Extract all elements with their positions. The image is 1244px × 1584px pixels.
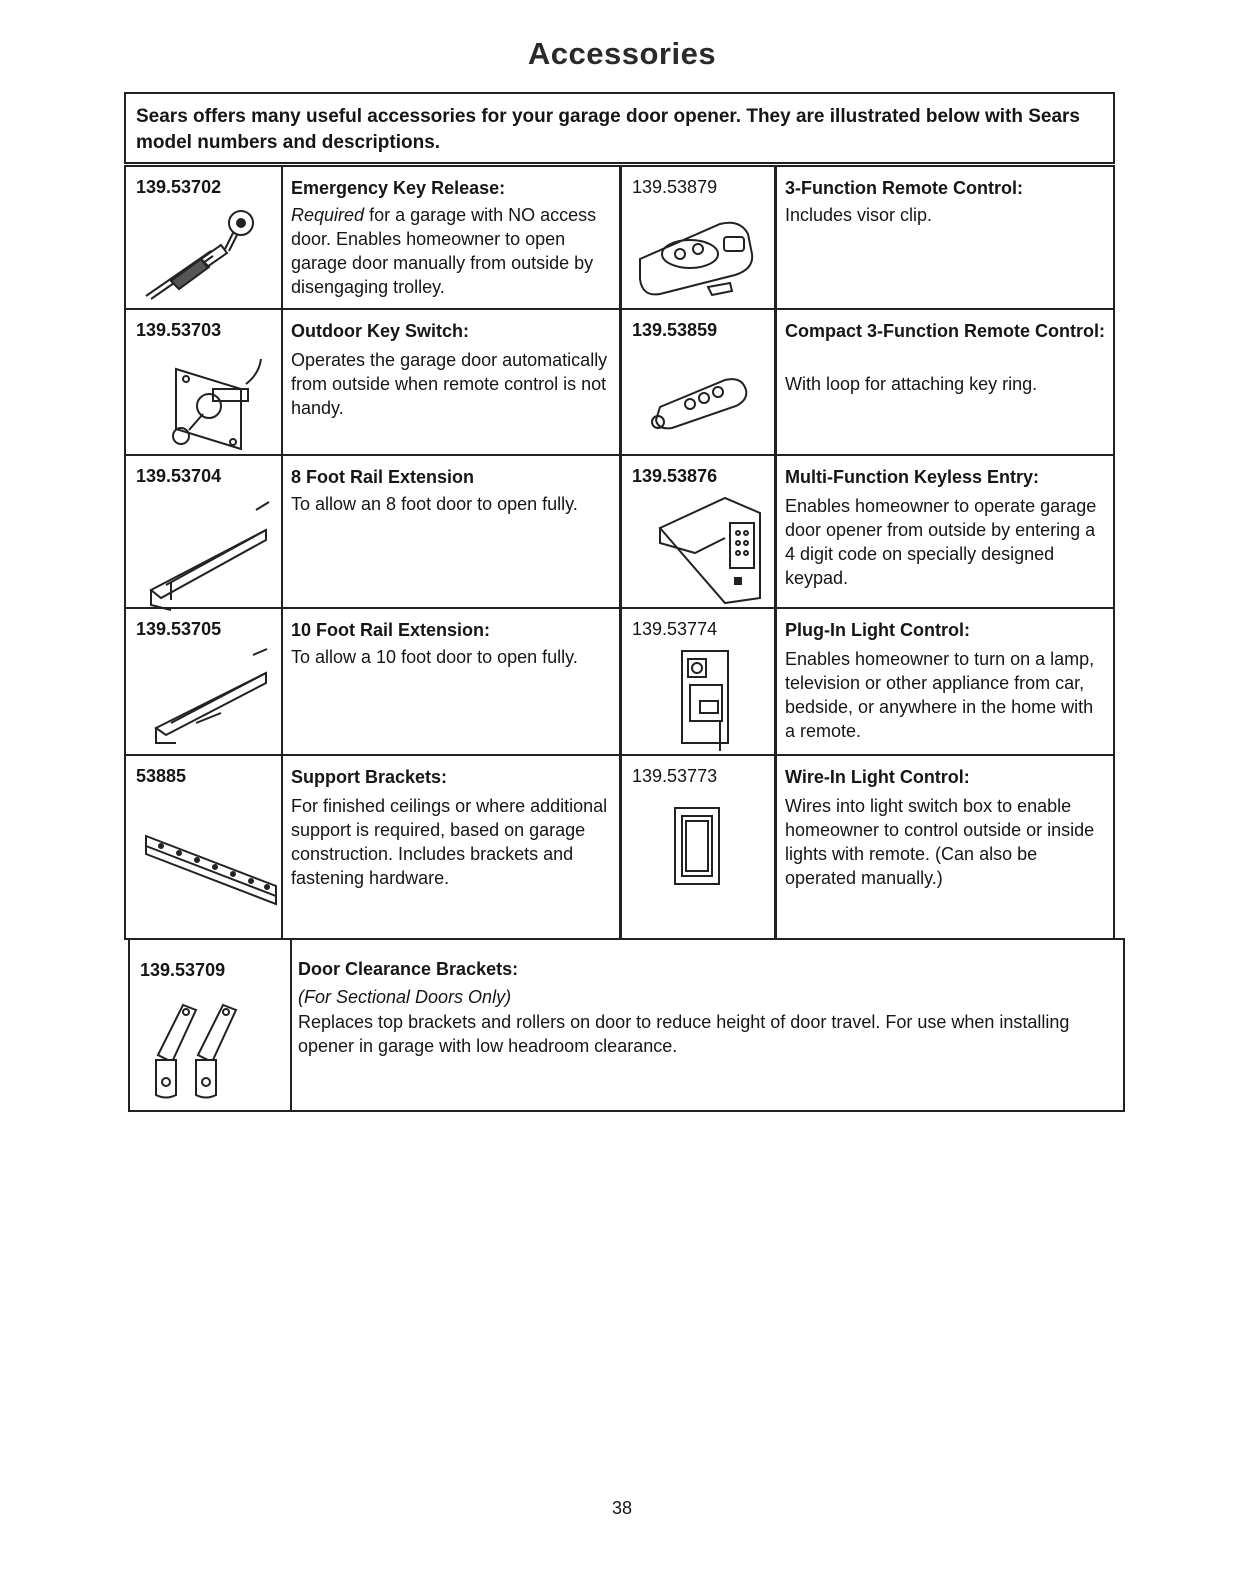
compact-remote-illustration (630, 342, 770, 452)
accessory-name: Compact 3-Function Remote Control: (785, 321, 1105, 341)
model-cell (126, 167, 283, 308)
model-number: 139.53704 (136, 466, 222, 486)
accessory-description: Wires into light switch box to enable homeowner to control outside or inside lights with remote. (Can also be operated manually.) (785, 796, 1095, 888)
description-cell (777, 756, 1113, 938)
accessory-name: 8 Foot Rail Extension (291, 467, 475, 487)
table-row (126, 310, 1113, 456)
table-row (126, 456, 1113, 609)
model-number: 139.53773 (632, 766, 718, 786)
description-cell (777, 609, 1113, 754)
description-cell (283, 756, 622, 938)
support-brackets-illustration (141, 806, 271, 906)
description-cell (290, 940, 1123, 1110)
wire-in-light-control-illustration (630, 796, 770, 906)
model-number: 139.53876 (632, 466, 718, 486)
required-emphasis: Required (291, 205, 365, 225)
accessory-description: Enables homeowner to turn on a lamp, television or other appliance from car, bedside, or anywhere in the home with a remote. (785, 649, 1095, 741)
accessory-name: Outdoor Key Switch: (291, 321, 470, 341)
description-cell (777, 310, 1113, 454)
page-number: 38 (611, 1498, 633, 1518)
model-number: 139.53774 (632, 619, 718, 639)
description-text: for a garage with NO access door. Enables homeowner to open garage door manually from outside by disengaging trolley. (291, 205, 597, 297)
accessory-name: 10 Foot Rail Extension: (291, 620, 491, 640)
accessory-name: Door Clearance Brackets: (298, 959, 519, 979)
accessory-description (291, 203, 613, 299)
table-row (126, 167, 1113, 310)
plug-in-light-control-illustration (630, 641, 770, 751)
accessory-name: 3-Function Remote Control: (785, 178, 1023, 198)
model-cell (126, 310, 283, 454)
model-cell (622, 456, 777, 607)
accessory-description: Includes visor clip. (785, 205, 933, 225)
key-switch-illustration (141, 344, 271, 444)
accessory-description: With loop for attaching key ring. (785, 374, 1038, 394)
model-cell (126, 456, 283, 607)
model-number: 139.53709 (140, 960, 226, 980)
description-cell (283, 310, 622, 454)
accessory-name: Support Brackets: (291, 767, 448, 787)
intro-box: Sears offers many useful accessories for your garage door opener. They are illustrated below with Sears model numbers and descriptions. (124, 92, 1115, 164)
model-cell (126, 609, 283, 754)
accessory-description: For finished ceilings or where additional support is required, based on garage construction. Includes brackets and fastening hardware. (291, 796, 608, 888)
door-clearance-brackets-illustration (148, 1000, 258, 1100)
accessory-description: Operates the garage door automatically from outside when remote control is not handy. (291, 350, 608, 418)
model-cell (622, 756, 777, 938)
table-row (126, 609, 1113, 756)
accessory-name: Wire-In Light Control: (785, 767, 970, 787)
remote-control-illustration (630, 199, 770, 309)
model-number: 139.53703 (136, 320, 222, 340)
accessory-description: Replaces top brackets and rollers on door to reduce height of door travel. For use when installing opener in garage with low headroom clearance. (298, 1012, 1070, 1056)
accessories-table (124, 165, 1115, 940)
accessory-description: Enables homeowner to operate garage door opener from outside by entering a 4 digit code on specially designed keypad. (785, 496, 1097, 588)
description-cell (777, 456, 1113, 607)
keyless-entry-keypad-illustration (630, 488, 770, 598)
description-cell (777, 167, 1113, 308)
model-number: 139.53702 (136, 177, 222, 197)
model-number: 139.53859 (632, 320, 718, 340)
model-number: 139.53705 (136, 619, 222, 639)
model-number: 139.53879 (632, 177, 718, 197)
accessory-name: Multi-Function Keyless Entry: (785, 467, 1040, 487)
model-cell (622, 609, 777, 754)
rail-extension-10ft-illustration (141, 643, 271, 743)
model-cell (622, 167, 777, 308)
description-cell (283, 456, 622, 607)
accessory-note: (For Sectional Doors Only) (298, 987, 512, 1007)
accessory-description: To allow a 10 foot door to open fully. (291, 647, 578, 667)
model-number: 53885 (136, 766, 187, 786)
description-cell (283, 167, 622, 308)
accessory-name: Emergency Key Release: (291, 178, 506, 198)
accessory-name: Plug-In Light Control: (785, 620, 970, 640)
model-cell (130, 940, 292, 1110)
emergency-key-release-illustration (141, 201, 271, 301)
table-row (126, 756, 1113, 938)
accessory-description: To allow an 8 foot door to open fully. (291, 494, 578, 514)
rail-extension-8ft-illustration (141, 490, 271, 590)
description-cell (283, 609, 622, 754)
door-clearance-brackets-row (128, 938, 1125, 1112)
model-cell (622, 310, 777, 454)
model-cell (126, 756, 283, 938)
page-title: Accessories (527, 36, 717, 71)
